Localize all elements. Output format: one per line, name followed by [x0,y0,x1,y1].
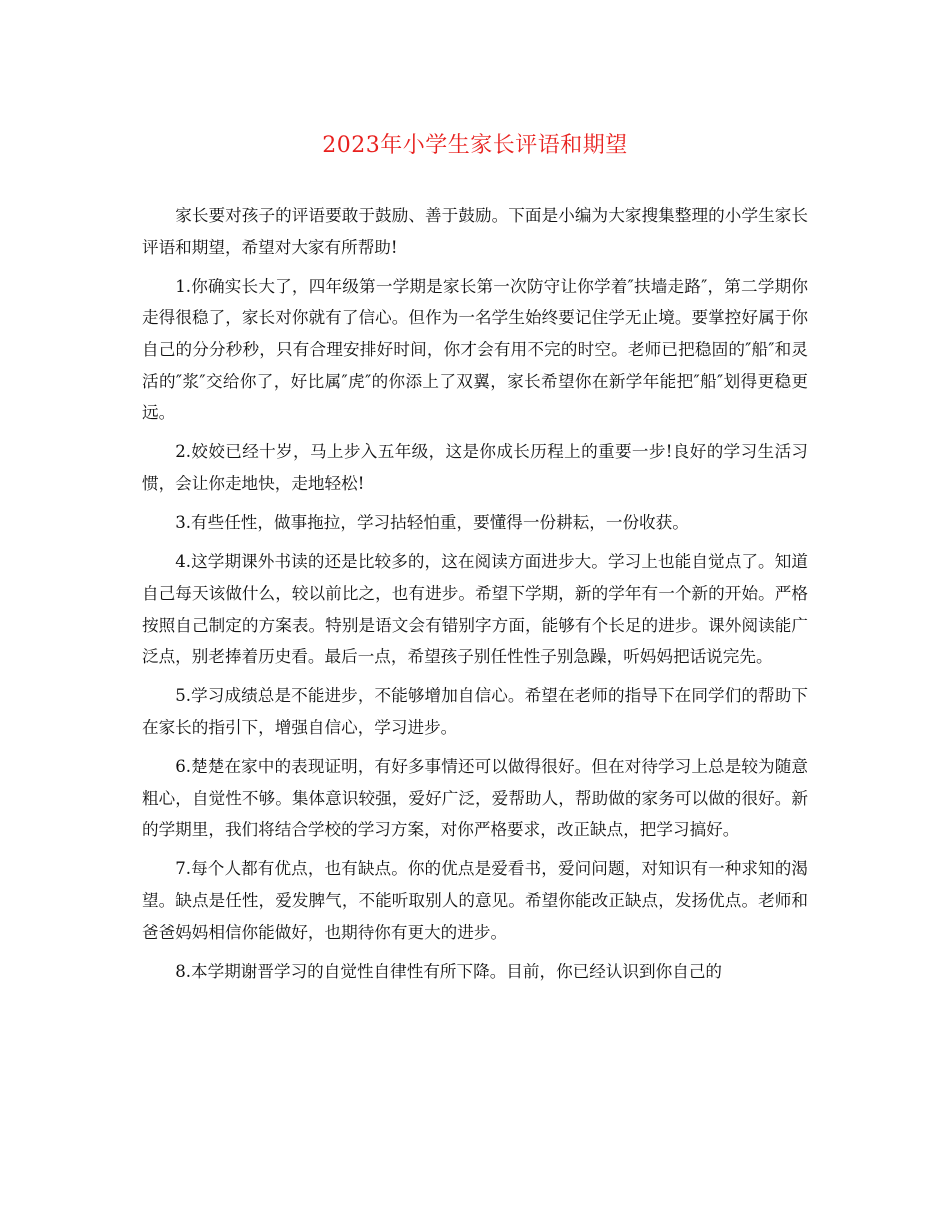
document-body [142,200,808,995]
comment-paragraph-7: 7.每个人都有优点，也有缺点。你的优点是爱看书，爱问问题，对知识有一种求知的渴望。缺点是任性，爱发脾气，不能听取别人的意见。希望你能改正缺点，发扬优点。老师和爸爸妈妈相信你能做好，也期待你有更大的进步。 [142,859,808,942]
comment-paragraph-5: 5.学习成绩总是不能进步，不能够增加自信心。希望在老师的指导下在同学们的帮助下在家长的指引下，增强自信心，学习进步。 [142,686,808,737]
comment-paragraph-3: 3.有些任性，做事拖拉，学习拈轻怕重，要懂得一份耕耘，一份收获。 [175,513,689,533]
comment-paragraph-8: 8.本学期谢晋学习的自觉性自律性有所下降。目前，你已经认识到你自己的 [175,961,723,981]
document-title: 2023年小学生家长评语和期望 [322,133,628,158]
comment-paragraph-4: 4.这学期课外书读的还是比较多的，这在阅读方面进步大。学习上也能自觉点了。知道自己每天该做什么，较以前比之，也有进步。希望下学期，新的学年有一个新的开始。严格按照自己制定的方案表。特别是语文会有错别字方面，能够有个长足的进步。课外阅读能广泛点，别老捧着历史看。最后一点，希望孩子别任性性子别急躁，听妈妈把话说完先。 [142,552,808,667]
comment-paragraph-1: 1.你确实长大了，四年级第一学期是家长第一次防守让你学着″扶墙走路″，第二学期你走得很稳了，家长对你就有了信心。但作为一名学生始终要记住学无止境。要掌控好属于你自己的分分秒秒，只有合理安排好时间，你才会有用不完的时空。老师已把稳固的″船″和灵活的″浆″交给你了，好比属″虎″的你添上了双翼，家长希望你在新学年能把″船″划得更稳更远。 [142,276,808,423]
intro-paragraph: 家长要对孩子的评语要敢于鼓励、善于鼓励。下面是小编为大家搜集整理的小学生家长评语和期望，希望对大家有所帮助! [142,206,808,257]
comment-paragraph-2: 2.姣姣已经十岁，马上步入五年级，这是你成长历程上的重要一步!良好的学习生活习惯，会让你走地快，走地轻松! [142,442,808,493]
comment-paragraph-6: 6.楚楚在家中的表现证明，有好多事情还可以做得很好。但在对待学习上总是较为随意粗心，自觉性不够。集体意识较强，爱好广泛，爱帮助人，帮助做的家务可以做的很好。新的学期里，我们将结合学校的学习方案，对你严格要求，改正缺点，把学习搞好。 [142,757,808,840]
